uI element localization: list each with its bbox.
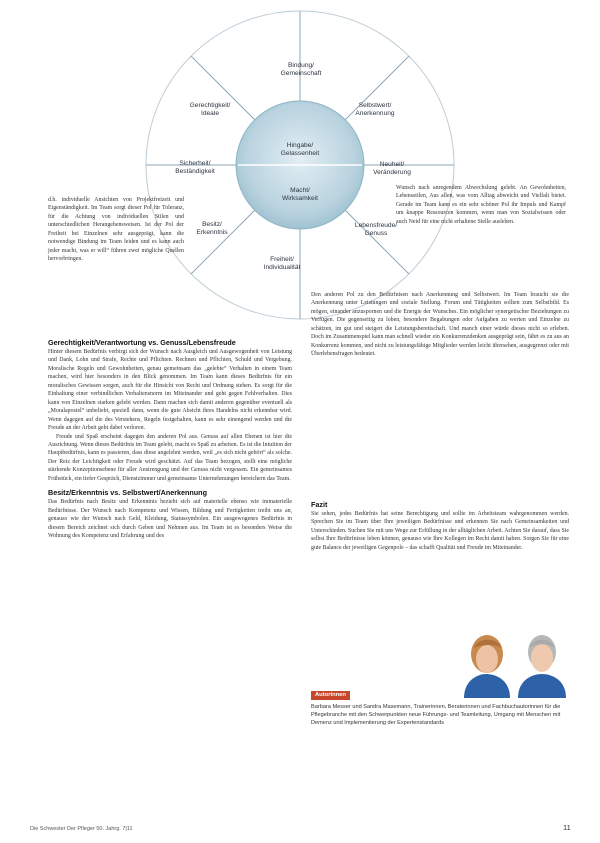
- label-bindung: Bindung/ Gemeinschaft: [280, 62, 322, 77]
- left-column: [48, 338, 292, 541]
- paragraph: Freude und Spaß erscheint dagegen den anderen Pol aus. Genuss auf allen Ebenen ist hier die Ausrichtung. Wenn dieses Bedürfnis im Team gelebt, macht es Spaß zu arbeiten. Es ist die Intuition der Hauptbedürfnis, kann es passieren, dass diese angelehnt werden, weil „es sich nicht gehört“ als solche. Der Reiz der Leichtigkeit oder Freude wird geschätzt. Auf das Team bezogen, stellt eine mögliche stärkende Konzeptionsebene für aller Anstrengung und der Genuss nicht vergessen. Ein gemeinsames Frühstück, ein tiefer Gespräch, Dienstzimmer und gemeinsame Unternehmungen bereichern das Team.: [48, 433, 292, 482]
- label-sicherheit: Sicherheit/ Beständigkeit: [175, 160, 215, 175]
- right-column: [311, 500, 569, 552]
- label-gerechtigkeit: Gerechtigkeit/ Ideale: [189, 102, 231, 117]
- page-number: 11: [563, 823, 571, 832]
- label-lebensfreude: Lebensfreude/ Genuss: [354, 222, 398, 237]
- needs-diagram: [140, 8, 460, 323]
- paragraph: Das Bedürfnis nach Besitz und Erkenntnis bezieht sich auf materielle ebenso wie immaterielle Bedürfnisse. Der Wunsch nach Kompetenz und Wissen, Bildung und Fertigkeiten treibt uns an, genauso wie der Wunsch nach Geld, Kleidung, Statussymbolen. Ein ausgewogenes Bedürfnis in diesem Bereich zeichnet sich durch Geben und Nehmen aus. Im Team ist es besonders Weise die Wohnung des Kompetenz und Erfahrung und des: [48, 499, 292, 540]
- right-intro-text-1: [396, 184, 566, 226]
- paragraph: Sie sehen, jedes Bedürfnis hat seine Berechtigung und sollte im Arbeitsteam wahrgenommen werden. Sprechen Sie im Team über Ihre jeweiligen Bedürfnisse und erkennen Sie nach Gemeinsamkeiten und Unterschieden. Suchen Sie mit uns Wege zur Erfüllung in der alltäglichen Arbeit. Achten Sie darauf, dass Sie selbst Ihre Bedürfnisse leben können, genauso wie Ihre Kollegen im Recht damit haben. Sorgen Sie für eine gute Balance der jeweiligen Gegenpole – das schafft Qualität und Freude im Miteinander.: [311, 511, 569, 551]
- section-heading: Fazit: [311, 500, 328, 509]
- paragraph: Wunsch nach anregendem Abwechslung gelebt. An Gewohnheiten, Lebensstilen, Aus allen, was vom Alltag abweicht und Vielfalt bietet. Gerade im Team kann es ein sehr schöner Pol ihr Impuls und Kampf um knappe Ressourcen kommen, wenn man von Sozialwissen oder auch Neid für eine nicht erhaltene Stelle ausleben.: [396, 185, 566, 225]
- paragraph: Hinter diesem Bedürfnis verbirgt sich der Wunsch nach Ausgleich und Ausgewogenheit von Leistung und Dank, Lohn und Strafe, Rechte und Pflichten. Rechnen und Pflichten, Schuld und Vergebung. Moralische Regeln und Gewohnheiten, genau gemeinsam das „gelebte“ Verhalten in einem Team machen, wird hier besonders in den Blick genommen. Im Team kann dieses Bedürfnis für ein moralisches Gewissen sorgen, auch für die Hinsicht von Recht und Ordnung stehen. Es sorgt für die Einhaltung einer verbindlichen Verhaltensnorm im Miteinander und geht gegen Fehlverhalten. Dies kann von Einzelnen starken gelebt werden. Dann machen sich damit anderen gegenüber eventuell als „Moralapostel“ unbeliebt, speziell dann, wenn die gute Absicht ihres Handelns nicht erkennbar wird. Wenn dagegen auf die des Verstehens, Regeln festgehalten, kann es sehr einengend werden und die Freude an der Arbeit geht dabei verloren.: [48, 349, 292, 432]
- section-heading: Gerechtigkeit/Verantwortung vs. Genuss/Lebensfreude: [48, 338, 236, 347]
- authors-photo: [452, 618, 572, 698]
- footer-publication: Die Schwester Der Pfleger 50. Jahrg. 7|11: [30, 826, 133, 832]
- paragraph: Den anderen Pol zu den Bedürfnisen nach Anerkennung und Selbstwert. Im Team braucht sie die Anerkennung unter Leistungen und soziale Stellung. Forum und Tätigkeiten sollten zum Selbstbild. Es mögen, einander anzuspornen und die Energie der Wunsches. Ein möglicher synergetischer Beziehungen zu Verfügen. Die gegenseitig zu loben, besondere Begabungen oder Aufgaben zu werten und Einzelne zu schätzen, im gut und steigert die Leistungsbereitschaft. Und manch einer würde dieses nicht so erleben. Doch im Zusammenspiel kann man schnell wieder ein Konkurrenzdenken ausgeprägt sein, fährt es zu aus an Konkurrenz kommen, und nicht zu leistungsfähige Mitglieder werden leicht übersehen, ausgegrenzt oder mit Überlebensfragen bedeutet.: [311, 292, 569, 358]
- paragraph: d.h. individuelle Ansichten von Projektfreizeit und Eigenständigkeit. Im Team sorgt dieser Pol für Toleranz, für die Achtung von individuellen Stilen und unterschiedlichen Herangehensweisen. Ist der Pol der Freiheit bei Einzelnen sehr ausgeprägt, kann die notwendige Bindung im Team leiden und es kann auch jeder macht, was er will“ führen zwei mögliche Quellen hervorbringen.: [48, 197, 184, 263]
- label-selbstwert: Selbstwert/ Anerkennung: [355, 102, 395, 117]
- left-intro-text: [48, 196, 184, 264]
- label-freiheit: Freiheit/ Individualität: [263, 256, 301, 271]
- label-hingabe: Hingabe/ Gelassenheit: [280, 142, 320, 157]
- authors-bio: Barbara Messer und Sandra Masemann, Trainerinnen, Beraterinnen und Fachbuchautorinnen für die Pflegebranche mit den Schwerpunkten neue Führungs- und Teamleitung, Umgang mit Menschen mit Demenz und Implementierung der Expertenstandards: [311, 704, 561, 726]
- label-besitz: Besitz/ Erkenntnis: [196, 221, 228, 236]
- authors-badge: Autorinnen: [311, 691, 350, 700]
- label-macht: Macht/ Wirksamkeit: [282, 187, 318, 202]
- section-heading: Besitz/Erkenntnis vs. Selbstwert/Anerkennung: [48, 488, 207, 498]
- label-neuheit: Neuheit/ Veränderung: [373, 161, 411, 176]
- right-intro-text-2: [311, 291, 569, 359]
